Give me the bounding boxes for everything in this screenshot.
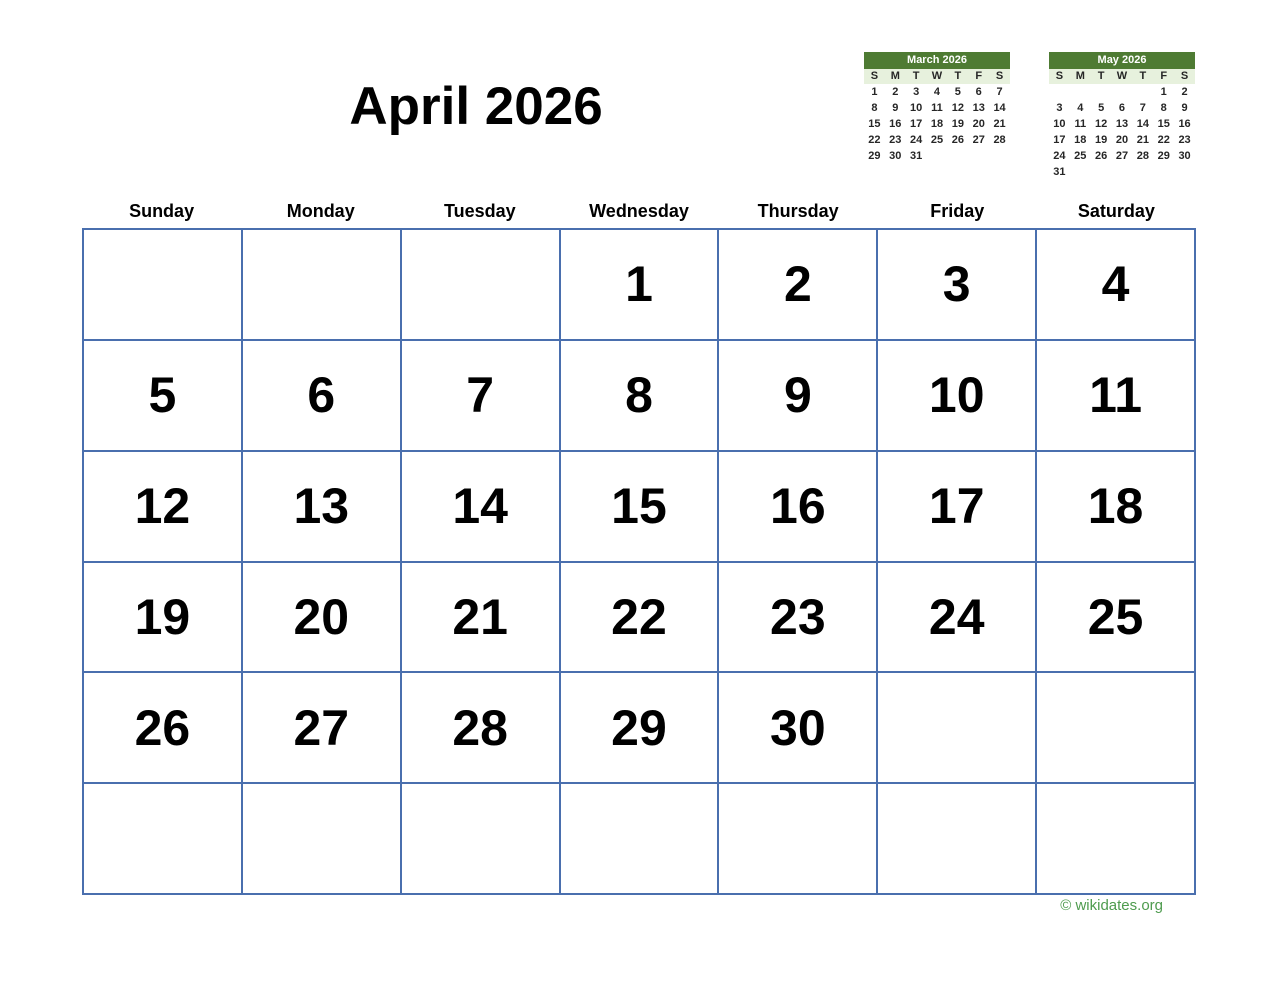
mini-weekday-label: T <box>1139 70 1147 82</box>
day-cell <box>561 784 718 893</box>
day-cell: 13 <box>243 452 400 561</box>
day-cell: 29 <box>561 673 718 782</box>
mini-day-cell: 19 <box>1095 134 1108 146</box>
mini-day-cell <box>1112 84 1133 100</box>
mini-day-cell: 4 <box>1077 102 1084 114</box>
day-cell: 16 <box>719 452 876 561</box>
day-cell: 19 <box>84 563 241 672</box>
mini-day-cell: 8 <box>1160 102 1167 114</box>
weekday-label-wednesday: Wednesday <box>589 201 689 221</box>
day-cell <box>402 784 559 893</box>
day-cell: 4 <box>1037 230 1194 339</box>
mini-weekday-label: S <box>1180 70 1189 82</box>
mini-day-cell: 16 <box>889 118 902 130</box>
mini-day-cell: 10 <box>1053 118 1066 130</box>
mini-day-cell: 30 <box>1178 150 1191 162</box>
mini-day-cell: 25 <box>1074 150 1087 162</box>
mini-weekday-label: W <box>1116 70 1128 82</box>
weekday-label-monday: Monday <box>286 201 355 221</box>
mini-weekday-label: T <box>954 70 962 82</box>
day-cell: 5 <box>84 341 241 450</box>
day-cell: 14 <box>402 452 559 561</box>
day-cell: 18 <box>1037 452 1194 561</box>
day-cell: 9 <box>719 341 876 450</box>
day-cell: 15 <box>561 452 718 561</box>
day-cell: 23 <box>719 563 876 672</box>
day-cell: 27 <box>243 673 400 782</box>
day-cell: 20 <box>243 563 400 672</box>
mini-day-cell: 10 <box>910 102 923 114</box>
mini-day-cell: 1 <box>871 86 878 98</box>
mini-day-cell: 29 <box>868 150 881 162</box>
mini-day-cell: 15 <box>868 118 881 130</box>
mini-day-cell: 14 <box>993 102 1006 114</box>
day-cell: 12 <box>84 452 241 561</box>
weekday-label-friday: Friday <box>930 201 985 221</box>
day-cell <box>243 784 400 893</box>
mini-day-cell: 25 <box>930 134 944 146</box>
mini-calendar-may <box>1049 52 1195 180</box>
mini-day-cell: 7 <box>1139 102 1146 114</box>
mini-day-cell: 16 <box>1178 118 1191 130</box>
mini-weekday-label: W <box>931 70 943 82</box>
mini-day-cell <box>1132 164 1153 180</box>
mini-day-cell: 27 <box>972 134 985 146</box>
day-cell: 30 <box>719 673 876 782</box>
mini-day-cell: 20 <box>972 118 985 130</box>
mini-day-cell: 23 <box>889 134 902 146</box>
day-cell: 26 <box>84 673 241 782</box>
mini-weekday-label: S <box>870 70 879 82</box>
mini-day-cell: 31 <box>910 150 923 162</box>
mini-weekday-label: T <box>1097 70 1105 82</box>
mini-calendar-may-dates <box>1049 84 1195 180</box>
mini-day-cell: 2 <box>1181 86 1188 98</box>
mini-calendar-march-weekday-row <box>864 69 1010 84</box>
weekday-label-sunday: Sunday <box>129 201 195 221</box>
weekday-label-thursday: Thursday <box>757 201 839 221</box>
day-cell <box>719 784 876 893</box>
mini-day-cell <box>989 148 1010 164</box>
mini-day-cell <box>1132 84 1153 100</box>
mini-day-cell: 14 <box>1136 118 1149 130</box>
day-cell <box>84 230 241 339</box>
mini-calendar-march-title: March 2026 <box>864 52 1010 69</box>
mini-day-cell: 1 <box>1160 86 1167 98</box>
mini-weekday-label: S <box>1055 70 1064 82</box>
mini-day-cell: 18 <box>1074 134 1087 146</box>
mini-calendar-march-dates <box>864 84 1010 164</box>
mini-day-cell: 28 <box>1136 150 1149 162</box>
day-cell <box>1037 673 1194 782</box>
page-title: April 2026 <box>349 77 603 136</box>
mini-day-cell: 3 <box>913 86 920 98</box>
mini-calendar-may-weekday-row <box>1049 69 1195 84</box>
mini-day-cell: 2 <box>892 86 899 98</box>
day-cell: 8 <box>561 341 718 450</box>
day-cell <box>402 230 559 339</box>
mini-day-cell: 9 <box>1181 102 1188 114</box>
mini-day-cell <box>1174 164 1195 180</box>
mini-day-cell: 15 <box>1157 118 1170 130</box>
mini-day-cell: 11 <box>1074 118 1087 130</box>
day-cell <box>878 673 1035 782</box>
mini-day-cell: 13 <box>972 102 985 114</box>
mini-day-cell: 13 <box>1115 118 1129 130</box>
mini-day-cell <box>1070 84 1091 100</box>
day-cell: 21 <box>402 563 559 672</box>
mini-weekday-label: M <box>1075 70 1085 82</box>
day-cell <box>1037 784 1194 893</box>
mini-day-cell: 28 <box>993 134 1006 146</box>
mini-day-cell: 5 <box>1098 102 1105 114</box>
day-cell: 7 <box>402 341 559 450</box>
mini-day-cell <box>968 148 989 164</box>
mini-day-cell: 12 <box>1095 118 1108 130</box>
mini-day-cell: 31 <box>1053 166 1066 178</box>
day-cell <box>243 230 400 339</box>
day-cell: 11 <box>1037 341 1194 450</box>
mini-day-cell: 5 <box>954 86 961 98</box>
day-cell: 25 <box>1037 563 1194 672</box>
weekday-label-saturday: Saturday <box>1077 201 1155 221</box>
mini-weekday-label: M <box>890 70 900 82</box>
mini-calendar-may-title: May 2026 <box>1049 52 1195 69</box>
mini-day-cell: 9 <box>892 102 899 114</box>
mini-day-cell: 19 <box>951 118 964 130</box>
day-cell <box>878 784 1035 893</box>
mini-day-cell <box>1112 164 1133 180</box>
mini-day-cell: 3 <box>1056 102 1063 114</box>
mini-day-cell: 20 <box>1115 134 1129 146</box>
mini-day-cell: 21 <box>1136 134 1149 146</box>
mini-day-cell: 12 <box>951 102 964 114</box>
day-cell: 28 <box>402 673 559 782</box>
mini-day-cell: 26 <box>1095 150 1108 162</box>
calendar-grid <box>82 228 1196 895</box>
day-cell: 17 <box>878 452 1035 561</box>
mini-day-cell: 23 <box>1178 134 1191 146</box>
day-cell <box>84 784 241 893</box>
mini-weekday-label: F <box>1160 70 1168 82</box>
mini-day-cell <box>1049 84 1070 100</box>
day-cell: 1 <box>561 230 718 339</box>
mini-day-cell <box>1091 164 1112 180</box>
day-cell: 6 <box>243 341 400 450</box>
day-cell: 3 <box>878 230 1035 339</box>
mini-day-cell: 6 <box>975 86 982 98</box>
mini-day-cell <box>927 148 948 164</box>
day-cell: 24 <box>878 563 1035 672</box>
mini-day-cell: 21 <box>993 118 1006 130</box>
mini-day-cell: 22 <box>1157 134 1170 146</box>
mini-day-cell: 30 <box>889 150 902 162</box>
mini-day-cell: 24 <box>1053 150 1066 162</box>
mini-day-cell <box>1091 84 1112 100</box>
weekday-label-tuesday: Tuesday <box>444 201 516 221</box>
mini-calendar-march <box>864 52 1010 164</box>
mini-weekday-label: F <box>975 70 983 82</box>
mini-day-cell: 18 <box>930 118 944 130</box>
mini-day-cell: 8 <box>871 102 878 114</box>
wikidates-credit-link[interactable]: © wikidates.org <box>1060 897 1163 914</box>
mini-day-cell <box>1153 164 1174 180</box>
mini-day-cell: 7 <box>996 86 1003 98</box>
mini-day-cell: 4 <box>933 86 941 98</box>
mini-day-cell: 29 <box>1157 150 1170 162</box>
mini-day-cell: 24 <box>910 134 923 146</box>
footer <box>82 897 1163 914</box>
mini-day-cell: 11 <box>931 102 943 114</box>
mini-day-cell <box>947 148 968 164</box>
mini-day-cell: 26 <box>951 134 964 146</box>
mini-weekday-label: T <box>912 70 920 82</box>
mini-day-cell: 27 <box>1115 150 1129 162</box>
mini-day-cell: 17 <box>1053 134 1066 146</box>
mini-day-cell: 22 <box>868 134 881 146</box>
mini-weekday-label: S <box>995 70 1004 82</box>
day-cell: 10 <box>878 341 1035 450</box>
weekday-header-row <box>82 201 1196 222</box>
day-cell: 2 <box>719 230 876 339</box>
day-cell: 22 <box>561 563 718 672</box>
mini-day-cell: 6 <box>1118 102 1126 114</box>
mini-day-cell <box>1070 164 1091 180</box>
mini-day-cell: 17 <box>910 118 923 130</box>
